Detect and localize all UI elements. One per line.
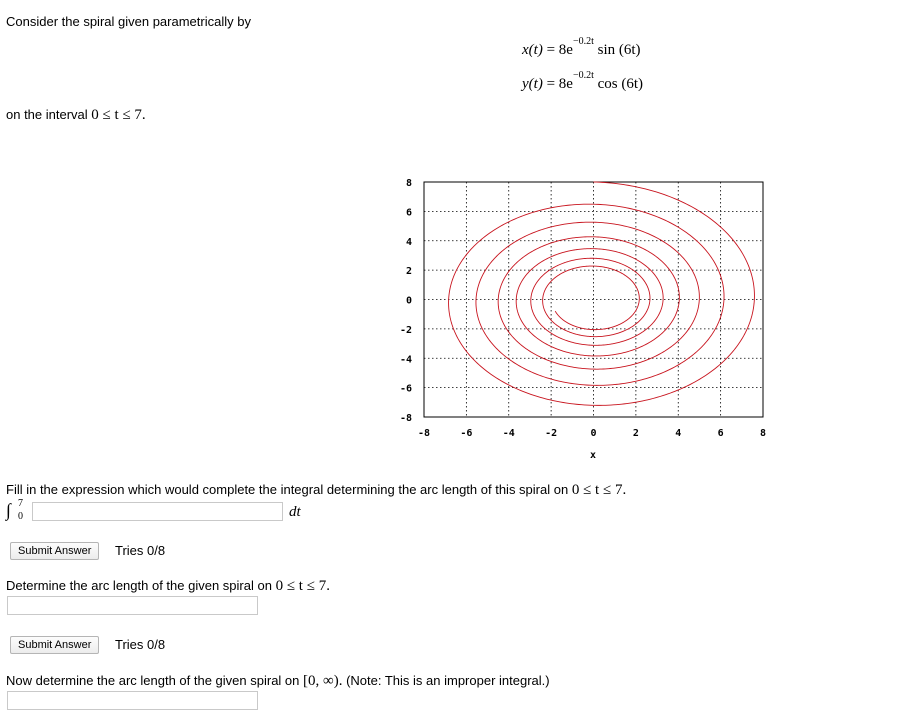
x-tick-label: 8: [759, 428, 767, 439]
y-tick-label: -4: [399, 354, 412, 366]
q3-prompt-suffix: (Note: This is an improper integral.): [346, 673, 550, 688]
equation-y: [522, 70, 644, 93]
x-tick-label: 2: [632, 428, 639, 439]
spiral-curve: [449, 182, 755, 405]
y-tick-label: 2: [405, 266, 412, 278]
equation-x-exponent: −0.2t: [572, 36, 594, 47]
spiral-plot: [390, 170, 780, 465]
q1-prompt: Fill in the expression which would complete the integral determining the arc length of this spiral on: [6, 482, 569, 497]
integral-sign: ∫: [6, 500, 11, 520]
x-axis-label: x: [589, 450, 597, 461]
q1-tries: Tries 0/8: [115, 543, 166, 558]
q3-prompt-prefix: Now determine the arc length of the given spiral on: [6, 673, 300, 688]
x-tick-label: -6: [460, 428, 473, 439]
x-tick-labels: [418, 428, 766, 439]
q2-prompt-math: 0 ≤ t ≤ 7.: [275, 578, 330, 594]
q1-prompt-math: 0 ≤ t ≤ 7.: [571, 482, 627, 498]
plot-grid: [424, 182, 763, 417]
q2-tries: Tries 0/8: [115, 637, 166, 652]
x-tick-label: 4: [675, 428, 682, 439]
y-tick-label: -8: [399, 413, 412, 424]
x-tick-label: 6: [717, 428, 724, 439]
equation-y-trig: cos (6t): [597, 76, 644, 92]
integral-symbol: [6, 498, 30, 526]
equation-x-trig: sin (6t): [597, 42, 641, 58]
equation-x-coef: = 8e: [546, 42, 573, 58]
equation-x: [522, 36, 641, 59]
x-tick-label: -2: [545, 428, 558, 439]
integral-upper-limit: 7: [18, 498, 23, 509]
q1-integrand-input[interactable]: [32, 502, 283, 521]
q3-prompt-math: [0, ∞).: [303, 673, 343, 689]
q3-prompt-line: [6, 673, 550, 690]
y-tick-label: 0: [405, 295, 412, 307]
y-tick-label: 8: [405, 178, 412, 189]
equation-y-exponent: −0.2t: [572, 70, 594, 81]
x-tick-label: -4: [502, 428, 515, 439]
q2-answer-input[interactable]: [7, 596, 258, 615]
interval-math: 0 ≤ t ≤ 7.: [91, 107, 146, 123]
y-tick-label: -6: [399, 383, 412, 395]
interval-prefix: on the interval: [6, 107, 88, 122]
q1-prompt-line: [6, 482, 626, 499]
q2-prompt-line: [6, 578, 330, 595]
equation-y-coef: = 8e: [546, 76, 573, 92]
q2-submit-button[interactable]: Submit Answer: [10, 636, 99, 654]
equation-x-lhs: x(t): [522, 42, 543, 58]
q2-prompt: Determine the arc length of the given spiral on: [6, 578, 272, 593]
x-tick-label: 0: [590, 428, 597, 439]
integral-dt: dt: [289, 504, 301, 520]
q3-answer-input[interactable]: [7, 691, 258, 710]
intro-text: Consider the spiral given parametrically by: [6, 14, 251, 29]
interval-line: [6, 107, 146, 124]
y-tick-label: -2: [399, 324, 412, 336]
integral-lower-limit: 0: [18, 511, 23, 522]
y-tick-labels: [400, 178, 412, 424]
equation-y-lhs: y(t): [522, 76, 543, 92]
x-tick-label: -8: [417, 428, 431, 439]
y-tick-label: 4: [405, 236, 412, 248]
q1-submit-button[interactable]: Submit Answer: [10, 542, 99, 560]
y-tick-label: 6: [405, 207, 412, 219]
